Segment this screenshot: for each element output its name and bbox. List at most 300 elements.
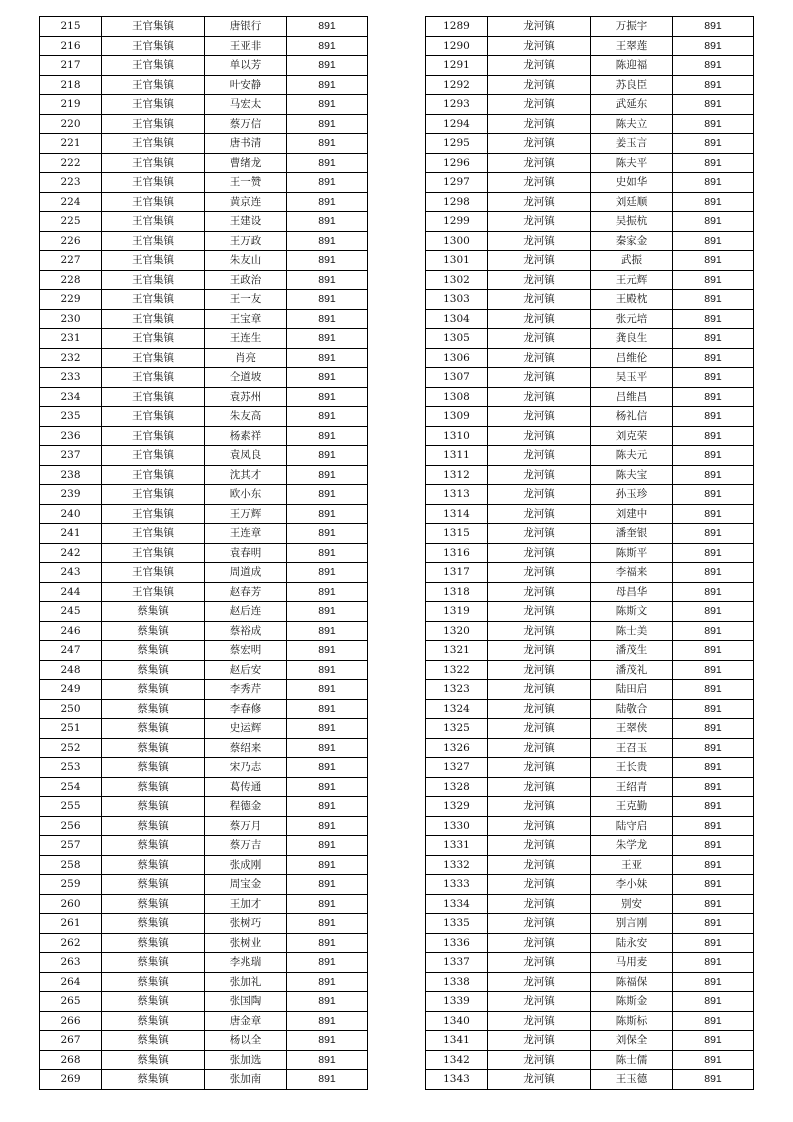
table-row: [40, 329, 368, 349]
amount-cell: 891: [287, 992, 368, 1012]
serial-number-cell: 1296: [426, 153, 488, 173]
person-name-cell: 苏良臣: [591, 75, 673, 95]
amount-cell: 891: [673, 933, 754, 953]
amount-cell: 891: [287, 602, 368, 622]
town-cell: 龙河镇: [488, 368, 591, 388]
table-row: [40, 680, 368, 700]
table-row: [426, 660, 754, 680]
serial-number-cell: 1312: [426, 465, 488, 485]
amount-cell: 891: [287, 972, 368, 992]
serial-number-cell: 225: [40, 212, 102, 232]
table-row: [426, 56, 754, 76]
person-name-cell: 别安: [591, 894, 673, 914]
serial-number-cell: 1325: [426, 719, 488, 739]
table-row: [40, 972, 368, 992]
table-row: [426, 582, 754, 602]
person-name-cell: 姜玉言: [591, 134, 673, 154]
amount-cell: 891: [287, 1070, 368, 1090]
serial-number-cell: 1329: [426, 797, 488, 817]
amount-cell: 891: [287, 875, 368, 895]
table-row: [426, 719, 754, 739]
town-cell: 王官集镇: [102, 75, 205, 95]
person-name-cell: 唐金章: [205, 1011, 287, 1031]
serial-number-cell: 1300: [426, 231, 488, 251]
table-row: [40, 1011, 368, 1031]
table-row: [426, 504, 754, 524]
serial-number-cell: 246: [40, 621, 102, 641]
town-cell: 龙河镇: [488, 758, 591, 778]
table-row: [426, 641, 754, 661]
table-row: [426, 153, 754, 173]
town-cell: 王官集镇: [102, 153, 205, 173]
person-name-cell: 潘奎银: [591, 524, 673, 544]
serial-number-cell: 218: [40, 75, 102, 95]
table-row: [426, 465, 754, 485]
table-row: [40, 602, 368, 622]
person-name-cell: 李春修: [205, 699, 287, 719]
table-row: [426, 699, 754, 719]
person-name-cell: 周宝金: [205, 875, 287, 895]
town-cell: 龙河镇: [488, 836, 591, 856]
town-cell: 龙河镇: [488, 17, 591, 37]
town-cell: 龙河镇: [488, 602, 591, 622]
town-cell: 王官集镇: [102, 543, 205, 563]
town-cell: 蔡集镇: [102, 875, 205, 895]
amount-cell: 891: [673, 485, 754, 505]
table-row: [426, 894, 754, 914]
table-row: [426, 192, 754, 212]
town-cell: 王官集镇: [102, 290, 205, 310]
amount-cell: 891: [673, 426, 754, 446]
amount-cell: 891: [673, 17, 754, 37]
amount-cell: 891: [673, 348, 754, 368]
amount-cell: 891: [673, 680, 754, 700]
amount-cell: 891: [673, 75, 754, 95]
town-cell: 王官集镇: [102, 270, 205, 290]
table-row: [40, 465, 368, 485]
serial-number-cell: 1303: [426, 290, 488, 310]
person-name-cell: 朱友山: [205, 251, 287, 271]
table-row: [426, 680, 754, 700]
town-cell: 龙河镇: [488, 485, 591, 505]
table-row: [40, 699, 368, 719]
serial-number-cell: 1320: [426, 621, 488, 641]
amount-cell: 891: [287, 407, 368, 427]
serial-number-cell: 1332: [426, 855, 488, 875]
town-cell: 王官集镇: [102, 426, 205, 446]
table-row: [426, 368, 754, 388]
table-row: [40, 153, 368, 173]
amount-cell: 891: [287, 543, 368, 563]
amount-cell: 891: [673, 524, 754, 544]
serial-number-cell: 1291: [426, 56, 488, 76]
serial-number-cell: 245: [40, 602, 102, 622]
amount-cell: 891: [287, 816, 368, 836]
amount-cell: 891: [673, 1031, 754, 1051]
amount-cell: 891: [673, 641, 754, 661]
serial-number-cell: 1310: [426, 426, 488, 446]
serial-number-cell: 241: [40, 524, 102, 544]
town-cell: 龙河镇: [488, 543, 591, 563]
person-name-cell: 蔡裕成: [205, 621, 287, 641]
serial-number-cell: 1317: [426, 563, 488, 583]
serial-number-cell: 232: [40, 348, 102, 368]
amount-cell: 891: [287, 953, 368, 973]
table-row: [426, 485, 754, 505]
serial-number-cell: 1318: [426, 582, 488, 602]
town-cell: 蔡集镇: [102, 914, 205, 934]
town-cell: 王官集镇: [102, 134, 205, 154]
person-name-cell: 王加才: [205, 894, 287, 914]
town-cell: 王官集镇: [102, 348, 205, 368]
person-name-cell: 陈斯标: [591, 1011, 673, 1031]
table-row: [40, 582, 368, 602]
town-cell: 王官集镇: [102, 251, 205, 271]
amount-cell: 891: [287, 641, 368, 661]
roster-table-left: [39, 16, 368, 1090]
person-name-cell: 陈夫平: [591, 153, 673, 173]
person-name-cell: 万振宇: [591, 17, 673, 37]
town-cell: 蔡集镇: [102, 953, 205, 973]
person-name-cell: 王亚: [591, 855, 673, 875]
amount-cell: 891: [287, 446, 368, 466]
amount-cell: 891: [673, 719, 754, 739]
serial-number-cell: 1321: [426, 641, 488, 661]
person-name-cell: 陈士美: [591, 621, 673, 641]
town-cell: 王官集镇: [102, 524, 205, 544]
amount-cell: 891: [673, 368, 754, 388]
serial-number-cell: 1322: [426, 660, 488, 680]
town-cell: 王官集镇: [102, 36, 205, 56]
serial-number-cell: 1304: [426, 309, 488, 329]
town-cell: 龙河镇: [488, 1011, 591, 1031]
serial-number-cell: 252: [40, 738, 102, 758]
serial-number-cell: 260: [40, 894, 102, 914]
serial-number-cell: 221: [40, 134, 102, 154]
table-row: [426, 270, 754, 290]
person-name-cell: 张国陶: [205, 992, 287, 1012]
amount-cell: 891: [287, 914, 368, 934]
town-cell: 龙河镇: [488, 446, 591, 466]
amount-cell: 891: [673, 875, 754, 895]
amount-cell: 891: [673, 290, 754, 310]
table-row: [40, 348, 368, 368]
town-cell: 龙河镇: [488, 134, 591, 154]
serial-number-cell: 1302: [426, 270, 488, 290]
amount-cell: 891: [287, 17, 368, 37]
amount-cell: 891: [287, 563, 368, 583]
serial-number-cell: 226: [40, 231, 102, 251]
town-cell: 蔡集镇: [102, 1070, 205, 1090]
serial-number-cell: 247: [40, 641, 102, 661]
person-name-cell: 陈迎福: [591, 56, 673, 76]
table-row: [426, 914, 754, 934]
amount-cell: 891: [287, 387, 368, 407]
serial-number-cell: 257: [40, 836, 102, 856]
town-cell: 王官集镇: [102, 387, 205, 407]
town-cell: 王官集镇: [102, 17, 205, 37]
person-name-cell: 陈斯金: [591, 992, 673, 1012]
table-row: [40, 114, 368, 134]
amount-cell: 891: [673, 114, 754, 134]
town-cell: 龙河镇: [488, 407, 591, 427]
table-row: [426, 1050, 754, 1070]
town-cell: 王官集镇: [102, 407, 205, 427]
town-cell: 龙河镇: [488, 641, 591, 661]
town-cell: 龙河镇: [488, 1070, 591, 1090]
table-row: [426, 855, 754, 875]
town-cell: 蔡集镇: [102, 777, 205, 797]
town-cell: 王官集镇: [102, 56, 205, 76]
person-name-cell: 蔡万吉: [205, 836, 287, 856]
person-name-cell: 唐书清: [205, 134, 287, 154]
amount-cell: 891: [673, 777, 754, 797]
amount-cell: 891: [287, 251, 368, 271]
table-row: [426, 797, 754, 817]
table-row: [40, 660, 368, 680]
person-name-cell: 袁苏州: [205, 387, 287, 407]
serial-number-cell: 216: [40, 36, 102, 56]
person-name-cell: 沈其才: [205, 465, 287, 485]
town-cell: 龙河镇: [488, 777, 591, 797]
serial-number-cell: 1337: [426, 953, 488, 973]
town-cell: 王官集镇: [102, 95, 205, 115]
table-row: [40, 914, 368, 934]
serial-number-cell: 1298: [426, 192, 488, 212]
town-cell: 蔡集镇: [102, 660, 205, 680]
person-name-cell: 叶安静: [205, 75, 287, 95]
table-row: [40, 270, 368, 290]
serial-number-cell: 1295: [426, 134, 488, 154]
person-name-cell: 袁春明: [205, 543, 287, 563]
amount-cell: 891: [287, 621, 368, 641]
amount-cell: 891: [673, 953, 754, 973]
amount-cell: 891: [673, 543, 754, 563]
amount-cell: 891: [673, 56, 754, 76]
person-name-cell: 张元培: [591, 309, 673, 329]
table-row: [426, 290, 754, 310]
table-row: [426, 972, 754, 992]
amount-cell: 891: [673, 465, 754, 485]
person-name-cell: 张加南: [205, 1070, 287, 1090]
serial-number-cell: 1334: [426, 894, 488, 914]
serial-number-cell: 236: [40, 426, 102, 446]
town-cell: 龙河镇: [488, 621, 591, 641]
person-name-cell: 李秀芹: [205, 680, 287, 700]
table-row: [426, 777, 754, 797]
person-name-cell: 蔡宏明: [205, 641, 287, 661]
table-row: [40, 1070, 368, 1090]
amount-cell: 891: [287, 1050, 368, 1070]
serial-number-cell: 1341: [426, 1031, 488, 1051]
person-name-cell: 蔡万信: [205, 114, 287, 134]
amount-cell: 891: [673, 251, 754, 271]
amount-cell: 891: [673, 153, 754, 173]
serial-number-cell: 231: [40, 329, 102, 349]
amount-cell: 891: [287, 56, 368, 76]
town-cell: 蔡集镇: [102, 680, 205, 700]
serial-number-cell: 1301: [426, 251, 488, 271]
town-cell: 龙河镇: [488, 75, 591, 95]
town-cell: 王官集镇: [102, 582, 205, 602]
serial-number-cell: 223: [40, 173, 102, 193]
serial-number-cell: 268: [40, 1050, 102, 1070]
town-cell: 龙河镇: [488, 36, 591, 56]
amount-cell: 891: [673, 504, 754, 524]
person-name-cell: 王翠侠: [591, 719, 673, 739]
town-cell: 龙河镇: [488, 972, 591, 992]
serial-number-cell: 1319: [426, 602, 488, 622]
town-cell: 王官集镇: [102, 231, 205, 251]
table-row: [40, 446, 368, 466]
amount-cell: 891: [673, 95, 754, 115]
amount-cell: 891: [287, 465, 368, 485]
table-row: [426, 758, 754, 778]
serial-number-cell: 224: [40, 192, 102, 212]
town-cell: 龙河镇: [488, 680, 591, 700]
town-cell: 龙河镇: [488, 192, 591, 212]
amount-cell: 891: [673, 173, 754, 193]
town-cell: 蔡集镇: [102, 992, 205, 1012]
person-name-cell: 吕维伦: [591, 348, 673, 368]
table-row: [40, 290, 368, 310]
person-name-cell: 张成刚: [205, 855, 287, 875]
person-name-cell: 潘茂生: [591, 641, 673, 661]
serial-number-cell: 1307: [426, 368, 488, 388]
table-row: [40, 933, 368, 953]
town-cell: 王官集镇: [102, 329, 205, 349]
town-cell: 王官集镇: [102, 212, 205, 232]
town-cell: 蔡集镇: [102, 972, 205, 992]
serial-number-cell: 1331: [426, 836, 488, 856]
amount-cell: 891: [673, 192, 754, 212]
amount-cell: 891: [673, 309, 754, 329]
amount-cell: 891: [673, 231, 754, 251]
person-name-cell: 张树业: [205, 933, 287, 953]
town-cell: 蔡集镇: [102, 933, 205, 953]
serial-number-cell: 228: [40, 270, 102, 290]
person-name-cell: 单以芳: [205, 56, 287, 76]
serial-number-cell: 1316: [426, 543, 488, 563]
town-cell: 龙河镇: [488, 173, 591, 193]
serial-number-cell: 261: [40, 914, 102, 934]
serial-number-cell: 1299: [426, 212, 488, 232]
table-row: [426, 329, 754, 349]
serial-number-cell: 1339: [426, 992, 488, 1012]
person-name-cell: 赵春芳: [205, 582, 287, 602]
amount-cell: 891: [673, 972, 754, 992]
person-name-cell: 张加选: [205, 1050, 287, 1070]
serial-number-cell: 1309: [426, 407, 488, 427]
person-name-cell: 王绍青: [591, 777, 673, 797]
serial-number-cell: 222: [40, 153, 102, 173]
person-name-cell: 王殿枕: [591, 290, 673, 310]
amount-cell: 891: [673, 1050, 754, 1070]
table-row: [40, 563, 368, 583]
amount-cell: 891: [287, 348, 368, 368]
table-row: [426, 1031, 754, 1051]
amount-cell: 891: [287, 894, 368, 914]
table-row: [40, 524, 368, 544]
town-cell: 龙河镇: [488, 797, 591, 817]
person-name-cell: 史运辉: [205, 719, 287, 739]
amount-cell: 891: [287, 855, 368, 875]
person-name-cell: 别言刚: [591, 914, 673, 934]
person-name-cell: 赵后连: [205, 602, 287, 622]
table-row: [426, 621, 754, 641]
town-cell: 王官集镇: [102, 192, 205, 212]
amount-cell: 891: [287, 582, 368, 602]
person-name-cell: 武延东: [591, 95, 673, 115]
table-row: [40, 95, 368, 115]
person-name-cell: 宋乃志: [205, 758, 287, 778]
table-row: [426, 134, 754, 154]
town-cell: 龙河镇: [488, 563, 591, 583]
table-row: [40, 543, 368, 563]
amount-cell: 891: [673, 212, 754, 232]
serial-number-cell: 253: [40, 758, 102, 778]
amount-cell: 891: [287, 660, 368, 680]
table-row: [426, 309, 754, 329]
person-name-cell: 王翠莲: [591, 36, 673, 56]
person-name-cell: 唐银行: [205, 17, 287, 37]
amount-cell: 891: [287, 153, 368, 173]
person-name-cell: 袁凤良: [205, 446, 287, 466]
serial-number-cell: 1333: [426, 875, 488, 895]
table-row: [426, 251, 754, 271]
amount-cell: 891: [287, 329, 368, 349]
person-name-cell: 陆敬合: [591, 699, 673, 719]
serial-number-cell: 249: [40, 680, 102, 700]
town-cell: 王官集镇: [102, 114, 205, 134]
person-name-cell: 陈斯文: [591, 602, 673, 622]
amount-cell: 891: [673, 582, 754, 602]
person-name-cell: 张加礼: [205, 972, 287, 992]
person-name-cell: 李兆瑞: [205, 953, 287, 973]
amount-cell: 891: [287, 114, 368, 134]
person-name-cell: 史如华: [591, 173, 673, 193]
table-row: [426, 75, 754, 95]
person-name-cell: 朱友高: [205, 407, 287, 427]
table-row: [40, 758, 368, 778]
person-name-cell: 王连章: [205, 524, 287, 544]
amount-cell: 891: [673, 836, 754, 856]
amount-cell: 891: [287, 426, 368, 446]
amount-cell: 891: [673, 1011, 754, 1031]
amount-cell: 891: [287, 719, 368, 739]
town-cell: 蔡集镇: [102, 1011, 205, 1031]
serial-number-cell: 269: [40, 1070, 102, 1090]
amount-cell: 891: [673, 797, 754, 817]
town-cell: 王官集镇: [102, 309, 205, 329]
amount-cell: 891: [287, 504, 368, 524]
amount-cell: 891: [287, 933, 368, 953]
table-row: [426, 36, 754, 56]
table-row: [40, 1031, 368, 1051]
serial-number-cell: 1342: [426, 1050, 488, 1070]
person-name-cell: 武振: [591, 251, 673, 271]
town-cell: 蔡集镇: [102, 699, 205, 719]
person-name-cell: 王建设: [205, 212, 287, 232]
person-name-cell: 陈福保: [591, 972, 673, 992]
town-cell: 王官集镇: [102, 446, 205, 466]
amount-cell: 891: [673, 699, 754, 719]
table-row: [40, 504, 368, 524]
serial-number-cell: 254: [40, 777, 102, 797]
town-cell: 龙河镇: [488, 95, 591, 115]
town-cell: 龙河镇: [488, 816, 591, 836]
person-name-cell: 王元辉: [591, 270, 673, 290]
